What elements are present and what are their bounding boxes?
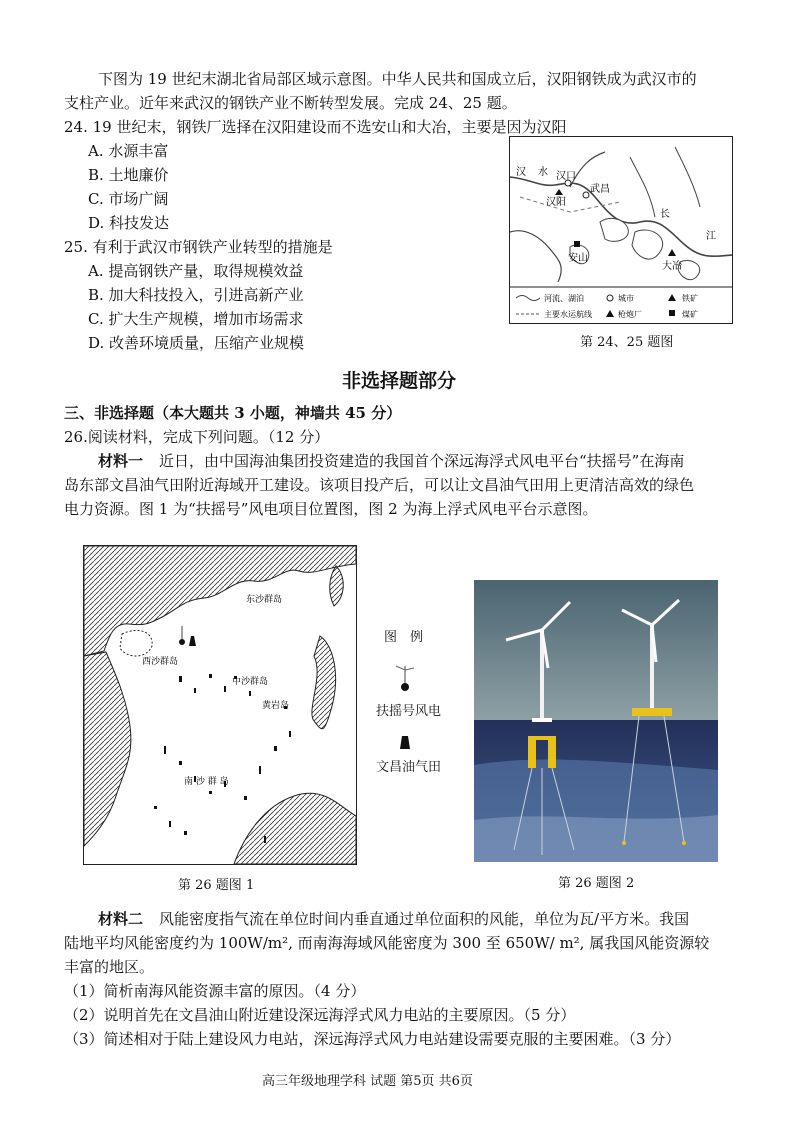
q24-option-c: C. 市场广阔 xyxy=(88,190,169,208)
q24-stem: 24. 19 世纪末，钢铁厂选择在汉阳建设而不选安山和大冶，主要是因为汉阳 xyxy=(64,118,567,136)
legend-city-label: 城市 xyxy=(618,294,634,303)
fig2-caption: 第 26 题图 2 xyxy=(558,876,635,891)
material-2-line-3: 丰富的地区。 xyxy=(64,958,155,976)
label-jiang: 江 xyxy=(706,231,716,242)
material-1-label: 材料一 xyxy=(98,452,144,470)
left-spar-buoy xyxy=(528,738,536,768)
waterway-line xyxy=(520,197,620,212)
wuchang-city xyxy=(583,192,589,198)
label-nansha: 南 沙 群 岛 xyxy=(184,777,229,787)
q26-sub-1: （1）简析南海风能资源丰富的原因。（4 分） xyxy=(64,982,366,1000)
borneo xyxy=(234,793,356,864)
label-anshan: 安山 xyxy=(568,253,588,264)
legend-city-icon xyxy=(607,295,613,301)
material-2-line-2: 陆地平均风能密度约为 100W/m², 而南海海域风能密度为 300 至 650W/ m², 属我国风能资源较 xyxy=(64,934,710,952)
legend-gun-icon xyxy=(606,310,614,317)
philippines xyxy=(312,636,336,729)
legend-fuyao-icon xyxy=(392,664,418,694)
q24-option-a: A. 水源丰富 xyxy=(88,142,169,160)
southwest-river xyxy=(510,231,561,282)
q25-option-a: A. 提高钢铁产量，取得规模效益 xyxy=(88,262,304,280)
q26-sub-2: （2）说明首先在文昌油山附近建设深远海浮式风力电站的主要原因。（5 分） xyxy=(64,1006,576,1024)
label-huangyan: 黄岩岛 xyxy=(262,701,290,711)
material-1-line-1: 近日，由中国海油集团投资建造的我国首个深远海浮式风电平台“扶摇号”在海南 xyxy=(159,452,685,470)
material-2-label: 材料二 xyxy=(98,910,144,928)
label-wuchang: 武昌 xyxy=(590,184,610,195)
label-xisha: 西沙群岛 xyxy=(142,657,179,667)
anchor xyxy=(622,841,626,845)
hubei-map-drawing xyxy=(510,137,732,323)
legend-river-label: 河流、湖泊 xyxy=(544,294,584,303)
fig1-caption: 第 26 题图 1 xyxy=(178,878,255,893)
legend-coal-label: 煤矿 xyxy=(682,310,698,319)
scs-map-drawing xyxy=(84,546,356,864)
hanyang-gun-factory-icon xyxy=(555,189,563,195)
left-spar-top xyxy=(528,736,556,740)
q26-sub-3: （3）简述相对于陆上建设风力电站，深远海浮式风力电站建设需要克服的主要困难。（3 分） xyxy=(64,1030,681,1048)
material-1-line-3: 电力资源。图 1 为“扶摇号”风电项目位置图，图 2 为海上浮式风电平台示意图。 xyxy=(64,500,598,518)
lake-2 xyxy=(632,230,663,259)
section-heading: 三、非选择题（本大题共 3 小题，神墙共 45 分） xyxy=(64,404,402,422)
q25-stem: 25. 有利于武汉市钢铁产业转型的措施是 xyxy=(64,238,333,256)
floating-wind-illustration xyxy=(474,580,718,862)
q26-stem: 26.阅读材料，完成下列问题。（12 分） xyxy=(64,428,330,446)
legend-wenchang-icon xyxy=(398,734,412,750)
label-daye: 大冶 xyxy=(662,261,682,272)
legend-iron-label: 铁矿 xyxy=(682,294,698,303)
q25-option-c: C. 扩大生产规模，增加市场需求 xyxy=(88,310,304,328)
daye-iron-icon xyxy=(668,249,676,256)
q24-option-d: D. 科技发达 xyxy=(88,214,170,232)
material-1-line-2: 岛东部文昌油气田附近海域开工建设。该项目投产后，可以让文昌油气田用上更清洁高效的绿色 xyxy=(64,476,695,494)
legend-wenchang-label: 文昌油气田 xyxy=(376,760,442,775)
intro-line-2: 支柱产业。近年来武汉的钢铁产业不断转型发展。完成 24、25 题。 xyxy=(64,94,517,112)
label-hanyang: 汉阳 xyxy=(546,197,566,208)
intro-line-1: 下图为 19 世纪末湖北省局部区域示意图。中华人民共和国成立后，汉阳钢铁成为武汉市的 xyxy=(98,70,697,88)
anchor xyxy=(682,841,686,845)
label-zhongsha: 中沙群岛 xyxy=(232,677,269,687)
legend-title: 图 例 xyxy=(384,630,424,645)
label-shui: 水 xyxy=(538,167,548,178)
legend-coal-icon xyxy=(669,310,675,316)
page-footer: 高三年级地理学科 试题 第5页 共6页 xyxy=(262,1074,473,1089)
south-china-sea-map xyxy=(83,545,357,865)
legend-iron-icon xyxy=(668,294,676,301)
hubei-map xyxy=(509,136,733,324)
left-spar-buoy xyxy=(548,738,556,768)
map1-caption: 第 24、25 题图 xyxy=(580,335,674,350)
wenchang-oilfield-icon xyxy=(189,636,196,646)
label-dongsha: 东沙群岛 xyxy=(246,595,283,605)
north-tributary xyxy=(630,157,655,217)
right-floating-platform xyxy=(632,708,672,716)
q25-option-d: D. 改善环境质量，压缩产业规模 xyxy=(88,334,305,352)
anshan-coal-icon xyxy=(574,241,580,247)
material-2-line-1: 风能密度指气流在单位时间内垂直通过单位面积的风能，单位为瓦/平方米。我国 xyxy=(159,910,690,928)
q24-option-b: B. 土地廉价 xyxy=(88,166,169,184)
section-title: 非选择题部分 xyxy=(342,370,457,392)
fuyao-marker xyxy=(179,639,185,645)
legend-river-icon xyxy=(516,296,540,301)
fig2-drawing xyxy=(474,580,718,862)
taiwan xyxy=(330,566,344,606)
legend-waterway-label: 主要水运航线 xyxy=(544,310,592,319)
left-turbine-base xyxy=(532,718,552,722)
yangtze-river xyxy=(510,177,732,256)
label-chang: 长 xyxy=(660,209,670,220)
hainan-island xyxy=(120,630,152,656)
label-hankou: 汉口 xyxy=(556,171,576,182)
q25-option-b: B. 加大科技投入，引进高新产业 xyxy=(88,286,304,304)
legend-fuyao-label: 扶摇号风电 xyxy=(376,704,442,719)
indochina xyxy=(84,652,131,846)
label-han: 汉 xyxy=(516,167,526,178)
legend-gun-label: 枪炮厂 xyxy=(618,310,642,319)
ne-tributary xyxy=(675,147,700,207)
